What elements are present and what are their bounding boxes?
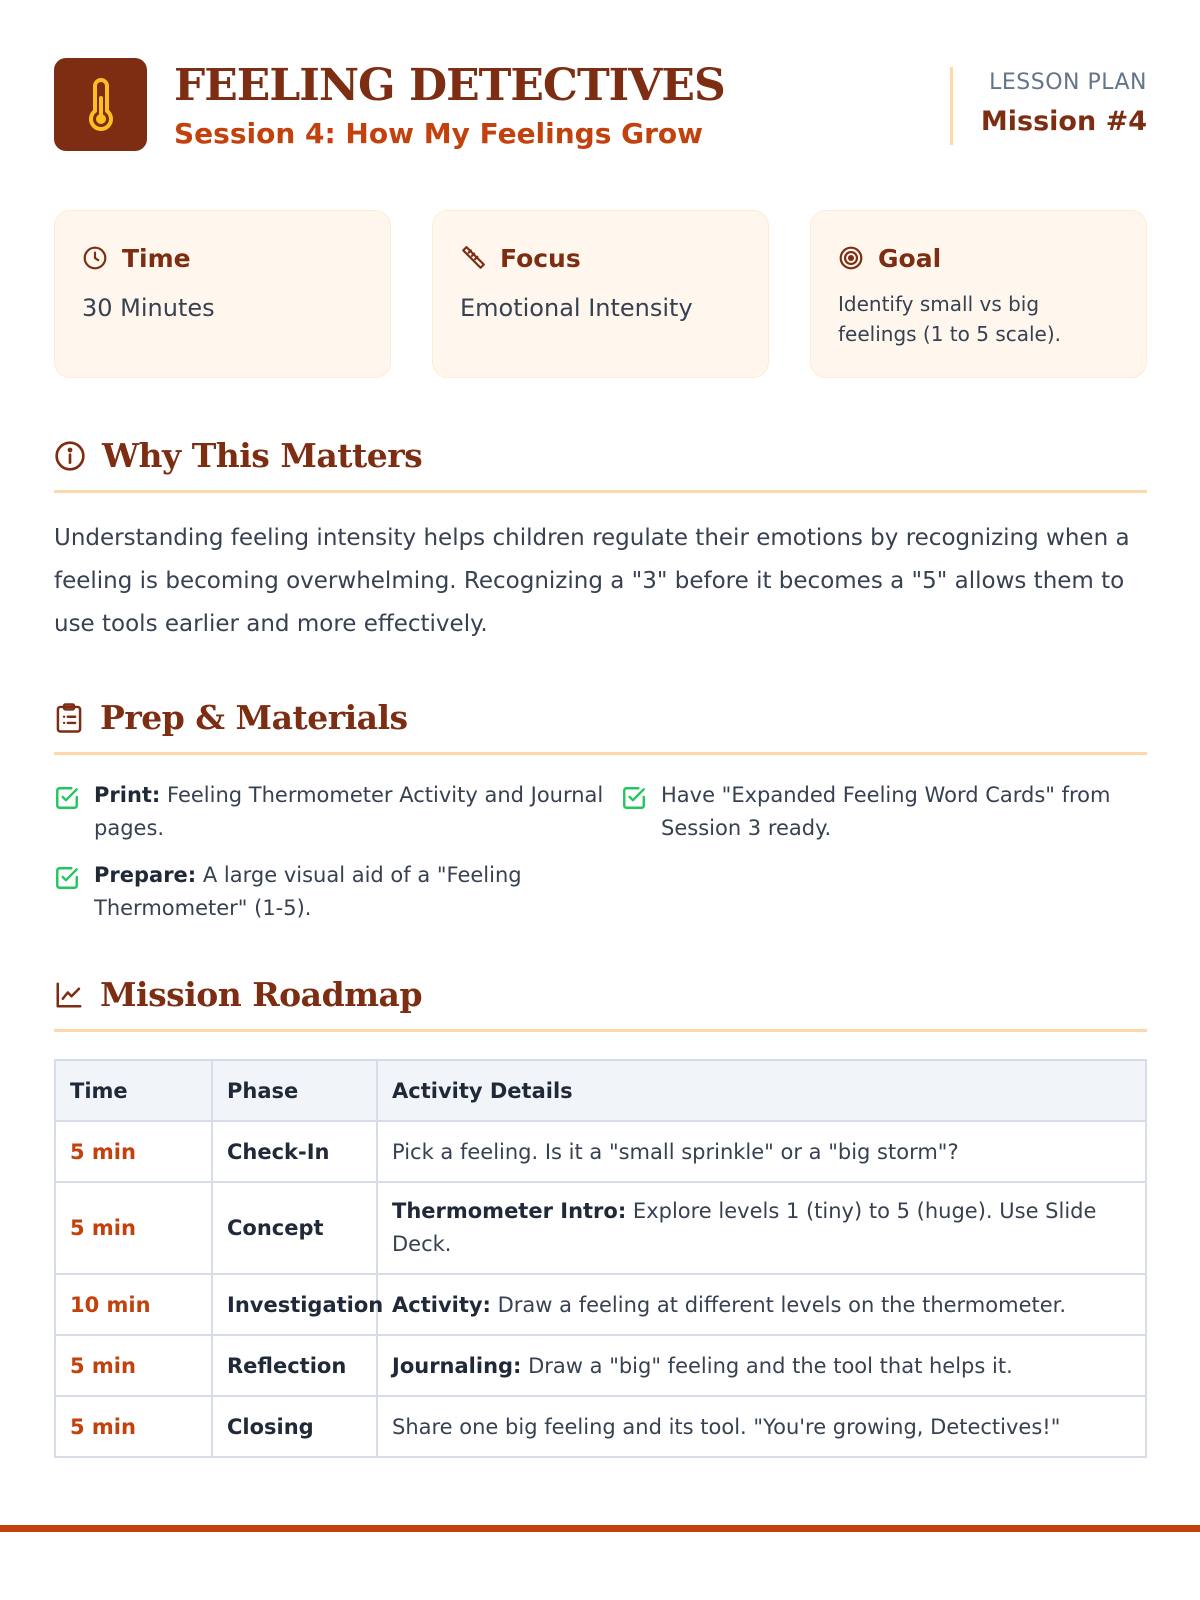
column-header-details: Activity Details — [377, 1060, 1146, 1121]
row-details-text: Explore levels 1 (tiny) to 5 (huge). Use Slide Deck. — [392, 1199, 1097, 1256]
thermometer-icon — [54, 58, 147, 151]
clipboard-icon — [54, 702, 84, 734]
focus-card-title: Focus — [500, 243, 581, 273]
table-row — [55, 1274, 1146, 1335]
check-square-icon — [54, 785, 80, 811]
row-details-label: Journaling: — [392, 1353, 522, 1378]
clock-icon — [82, 245, 108, 271]
goal-card-value: Identify small vs big feelings (1 to 5 scale). — [838, 292, 1062, 346]
mission-number: Mission #4 — [980, 106, 1147, 137]
table-row — [55, 1121, 1146, 1182]
prep-section — [54, 696, 1147, 925]
goal-card — [810, 210, 1147, 378]
prep-item-text: A large visual aid of a "Feeling Thermometer" (1-5). — [94, 863, 522, 920]
row-time: 10 min — [55, 1274, 212, 1335]
prep-item-text: Have "Expanded Feeling Word Cards" from Session 3 ready. — [661, 783, 1111, 840]
row-phase: Closing — [212, 1396, 377, 1457]
focus-card — [432, 210, 769, 378]
row-phase: Reflection — [212, 1335, 377, 1396]
row-details-label: Activity: — [392, 1292, 491, 1317]
row-details — [377, 1396, 1146, 1457]
row-time: 5 min — [55, 1396, 212, 1457]
lesson-plan-label: LESSON PLAN — [989, 70, 1147, 95]
row-details-text: Share one big feeling and its tool. "You're growing, Detectives!" — [392, 1414, 1061, 1439]
row-details-label: Thermometer Intro: — [392, 1199, 627, 1223]
prep-title: Prep & Materials — [100, 698, 408, 737]
row-details — [377, 1182, 1146, 1274]
footer-rule — [0, 1525, 1200, 1532]
row-details — [377, 1274, 1146, 1335]
why-text: Understanding feeling intensity helps children regulate their emotions by recognizing when a feeling is becoming overwhelming. Recognizing a "3" before it becomes a "5" allows them to use tools earlier and more effectively. — [54, 525, 1130, 637]
table-row — [55, 1335, 1146, 1396]
info-icon — [54, 440, 86, 472]
prep-item-prepare — [54, 859, 621, 925]
roadmap-table — [54, 1059, 1147, 1458]
check-square-icon — [621, 785, 647, 811]
row-phase: Check-In — [212, 1121, 377, 1182]
prep-list — [54, 779, 1147, 925]
time-card — [54, 210, 391, 378]
row-details — [377, 1335, 1146, 1396]
row-phase: Investigation — [212, 1274, 377, 1335]
prep-item-print — [54, 779, 621, 845]
lesson-plan-page — [54, 58, 1147, 1458]
page-subtitle: Session 4: How My Feelings Grow — [174, 117, 704, 150]
row-time: 5 min — [55, 1335, 212, 1396]
row-time: 5 min — [55, 1121, 212, 1182]
why-section — [54, 434, 1147, 646]
row-details — [377, 1121, 1146, 1182]
why-title: Why This Matters — [102, 436, 423, 475]
row-time: 5 min — [55, 1182, 212, 1274]
target-icon — [838, 245, 864, 271]
time-card-value: 30 Minutes — [82, 294, 215, 322]
check-square-icon — [54, 865, 80, 891]
roadmap-title: Mission Roadmap — [100, 975, 423, 1014]
time-card-title: Time — [122, 243, 191, 273]
row-details-text: Draw a feeling at different levels on the thermometer. — [490, 1292, 1067, 1317]
lesson-plan-badge — [950, 67, 1147, 145]
focus-card-value: Emotional Intensity — [460, 294, 693, 322]
tag-icon — [460, 245, 486, 271]
prep-item-cards — [621, 779, 1147, 845]
table-row — [55, 1182, 1146, 1274]
summary-cards — [54, 210, 1147, 378]
row-details-text: Pick a feeling. Is it a "small sprinkle" or a "big storm"? — [392, 1139, 959, 1164]
column-header-phase: Phase — [212, 1060, 377, 1121]
table-header-row — [55, 1060, 1146, 1121]
prep-item-text: Feeling Thermometer Activity and Journal pages. — [94, 783, 604, 840]
row-phase: Concept — [212, 1182, 377, 1274]
row-details-text: Draw a "big" feeling and the tool that helps it. — [521, 1353, 1013, 1378]
brand — [54, 58, 725, 152]
prep-item-label: Prepare: — [94, 863, 197, 887]
prep-item-label: Print: — [94, 783, 161, 807]
header — [54, 58, 1147, 154]
chart-line-icon — [54, 980, 84, 1010]
page-title: FEELING DETECTIVES — [174, 60, 725, 111]
table-row — [55, 1396, 1146, 1457]
goal-card-title: Goal — [878, 243, 942, 273]
column-header-time: Time — [55, 1060, 212, 1121]
roadmap-section — [54, 973, 1147, 1458]
